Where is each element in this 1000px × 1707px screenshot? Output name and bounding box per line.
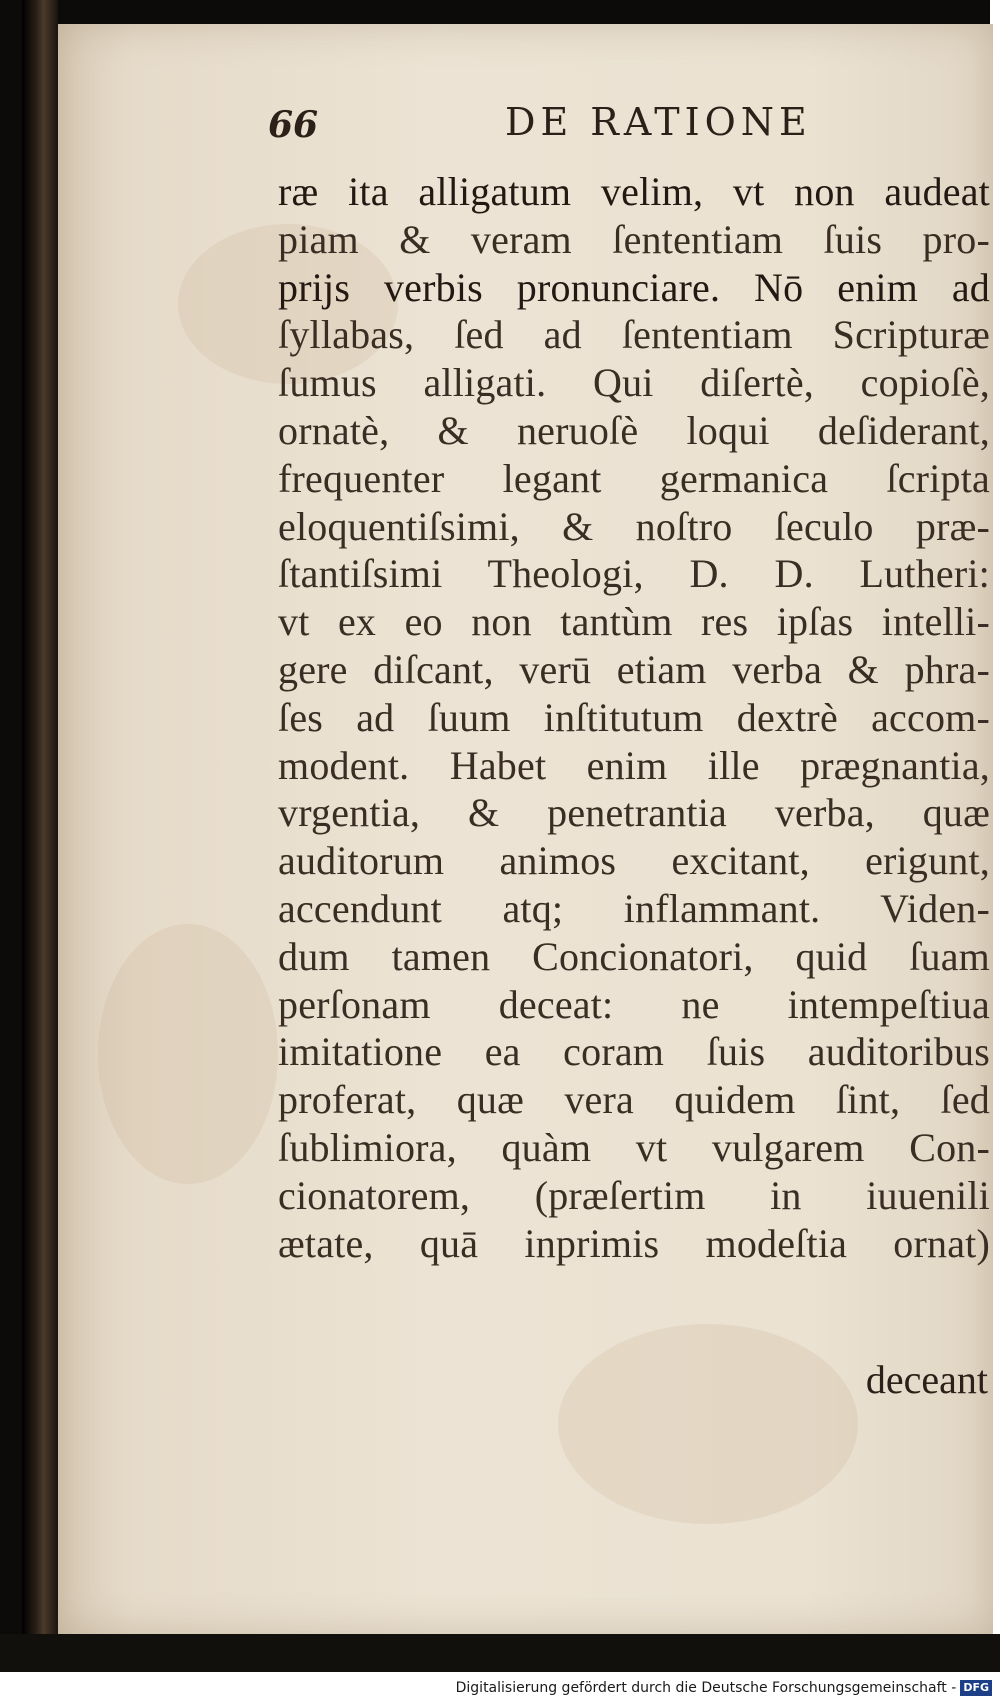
text-line: accendunt atq; inflammant. Viden-: [278, 885, 990, 931]
text-line: ſublimiora, quàm vt vulgarem Con-: [278, 1124, 990, 1170]
text-line: ætate, quā inprimis modeſtia ornat): [278, 1220, 990, 1266]
scan-bottom-border: [0, 1634, 1000, 1672]
running-head: DE RATIONE: [505, 100, 812, 144]
page-number: 66: [268, 104, 319, 146]
text-block: [278, 168, 990, 1267]
text-line: vrgentia, & penetrantia verba, quæ: [278, 790, 990, 836]
book-spine-edge: [22, 0, 58, 1707]
text-line: piam & veram ſententiam ſuis pro-: [278, 216, 990, 262]
text-line: cionatorem, (præſertim in iuuenili: [278, 1172, 990, 1218]
dfg-logo-icon: DFG: [960, 1680, 992, 1696]
text-line: ræ ita alligatum velim, vt non audeat: [278, 169, 990, 214]
credit-text: Digitalisierung gefördert durch die Deutsche Forschungsgemeinschaft -: [455, 1680, 957, 1696]
text-line: frequenter legant germanica ſcripta: [278, 455, 990, 501]
text-line: prijs verbis pronunciare. Nō enim ad: [278, 264, 990, 310]
text-line: ſes ad ſuum inſtitutum dextrè accom-: [278, 694, 990, 740]
text-line: perſonam deceat: ne intempeſtiua: [278, 981, 990, 1027]
digitization-credit: [456, 1680, 992, 1696]
text-line: ſumus alligati. Qui diſertè, copioſè,: [278, 360, 990, 406]
text-line: gere diſcant, verū etiam verba & phra-: [278, 646, 990, 692]
text-line: modent. Habet enim ille prægnantia,: [278, 742, 990, 788]
text-line: imitatione ea coram ſuis auditoribus: [278, 1029, 990, 1075]
paper-stain: [558, 1324, 858, 1524]
text-line: proferat, quæ vera quidem ſint, ſed: [278, 1077, 990, 1123]
text-line: ſtantiſsimi Theologi, D. D. Lutheri:: [278, 551, 990, 597]
text-line: ſyllabas, ſed ad ſententiam Scripturæ: [278, 312, 990, 358]
text-line: vt ex eo non tantùm res ipſas intelli-: [278, 599, 990, 645]
catchword: deceant: [865, 1357, 988, 1402]
text-line: auditorum animos excitant, erigunt,: [278, 838, 990, 884]
text-line: eloquentiſsimi, & noſtro ſeculo præ-: [278, 503, 990, 549]
paper-stain: [98, 924, 278, 1184]
text-line: ornatè, & neruoſè loqui deſiderant,: [278, 407, 990, 453]
text-line: dum tamen Concionatori, quid ſuam: [278, 933, 990, 979]
